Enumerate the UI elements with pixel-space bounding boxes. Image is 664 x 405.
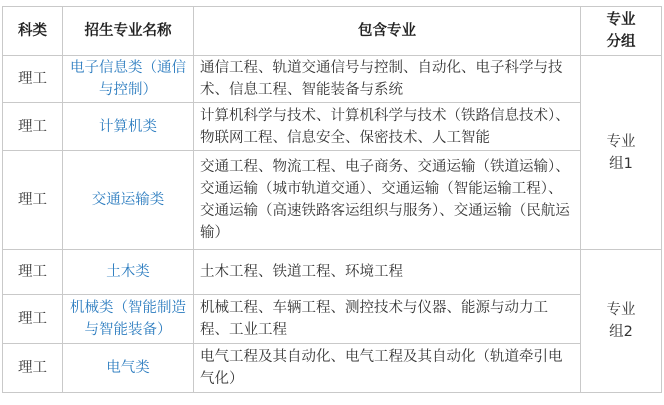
included-majors-cell: 土木工程、铁道工程、环境工程: [194, 250, 581, 295]
included-majors-cell: 通信工程、轨道交通信号与控制、自动化、电子科学与技术、信息工程、智能装备与系统: [194, 56, 581, 103]
table-row: [3, 344, 662, 393]
major-name-cell: 交通运输类: [63, 151, 194, 250]
header-major-group: [581, 7, 662, 56]
included-majors-cell: 电气工程及其自动化、电气工程及其自动化（轨道牵引电气化）: [194, 344, 581, 393]
table-row: [3, 56, 662, 103]
major-name-cell: 土木类: [63, 250, 194, 295]
header-major-group-line1: 专业: [606, 12, 636, 28]
included-majors-cell: 交通工程、物流工程、电子商务、交通运输（铁道运输）、交通运输（城市轨道交通）、交通运输（智能运输工程）、交通运输（高速铁路客运组织与服务）、交通运输（民航运输）: [194, 151, 581, 250]
major-name-cell: 机械类（智能制造与智能装备）: [63, 295, 194, 344]
header-included-majors: 包含专业: [194, 7, 581, 56]
table-row: [3, 103, 662, 151]
header-major-group-line2: 分组: [606, 34, 636, 50]
included-majors-cell: 计算机科学与技术、计算机科学与技术（铁路信息技术）、物联网工程、信息安全、保密技术、人工智能: [194, 103, 581, 151]
header-major-name: 招生专业名称: [63, 7, 194, 56]
major-group-cell: [581, 250, 662, 393]
subject-cell: 理工: [3, 103, 63, 151]
major-group-line2: 组2: [609, 324, 633, 340]
major-name-cell: 计算机类: [63, 103, 194, 151]
included-majors-cell: 机械工程、车辆工程、测控技术与仪器、能源与动力工程、工业工程: [194, 295, 581, 344]
header-subject: 科类: [3, 7, 63, 56]
major-name-cell: 电子信息类（通信与控制）: [63, 56, 194, 103]
table-row: [3, 250, 662, 295]
major-group-line2: 组1: [609, 155, 633, 172]
subject-cell: 理工: [3, 56, 63, 103]
major-name-cell: 电气类: [63, 344, 194, 393]
subject-cell: 理工: [3, 250, 63, 295]
table-header-row: [3, 7, 662, 56]
table-row: [3, 151, 662, 250]
major-group-cell: [581, 56, 662, 250]
subject-cell: 理工: [3, 151, 63, 250]
admission-majors-table: [2, 6, 662, 393]
table-row: [3, 295, 662, 344]
subject-cell: 理工: [3, 344, 63, 393]
subject-cell: 理工: [3, 295, 63, 344]
major-group-line1: 专业: [606, 133, 636, 150]
major-group-line1: 专业: [606, 302, 636, 318]
